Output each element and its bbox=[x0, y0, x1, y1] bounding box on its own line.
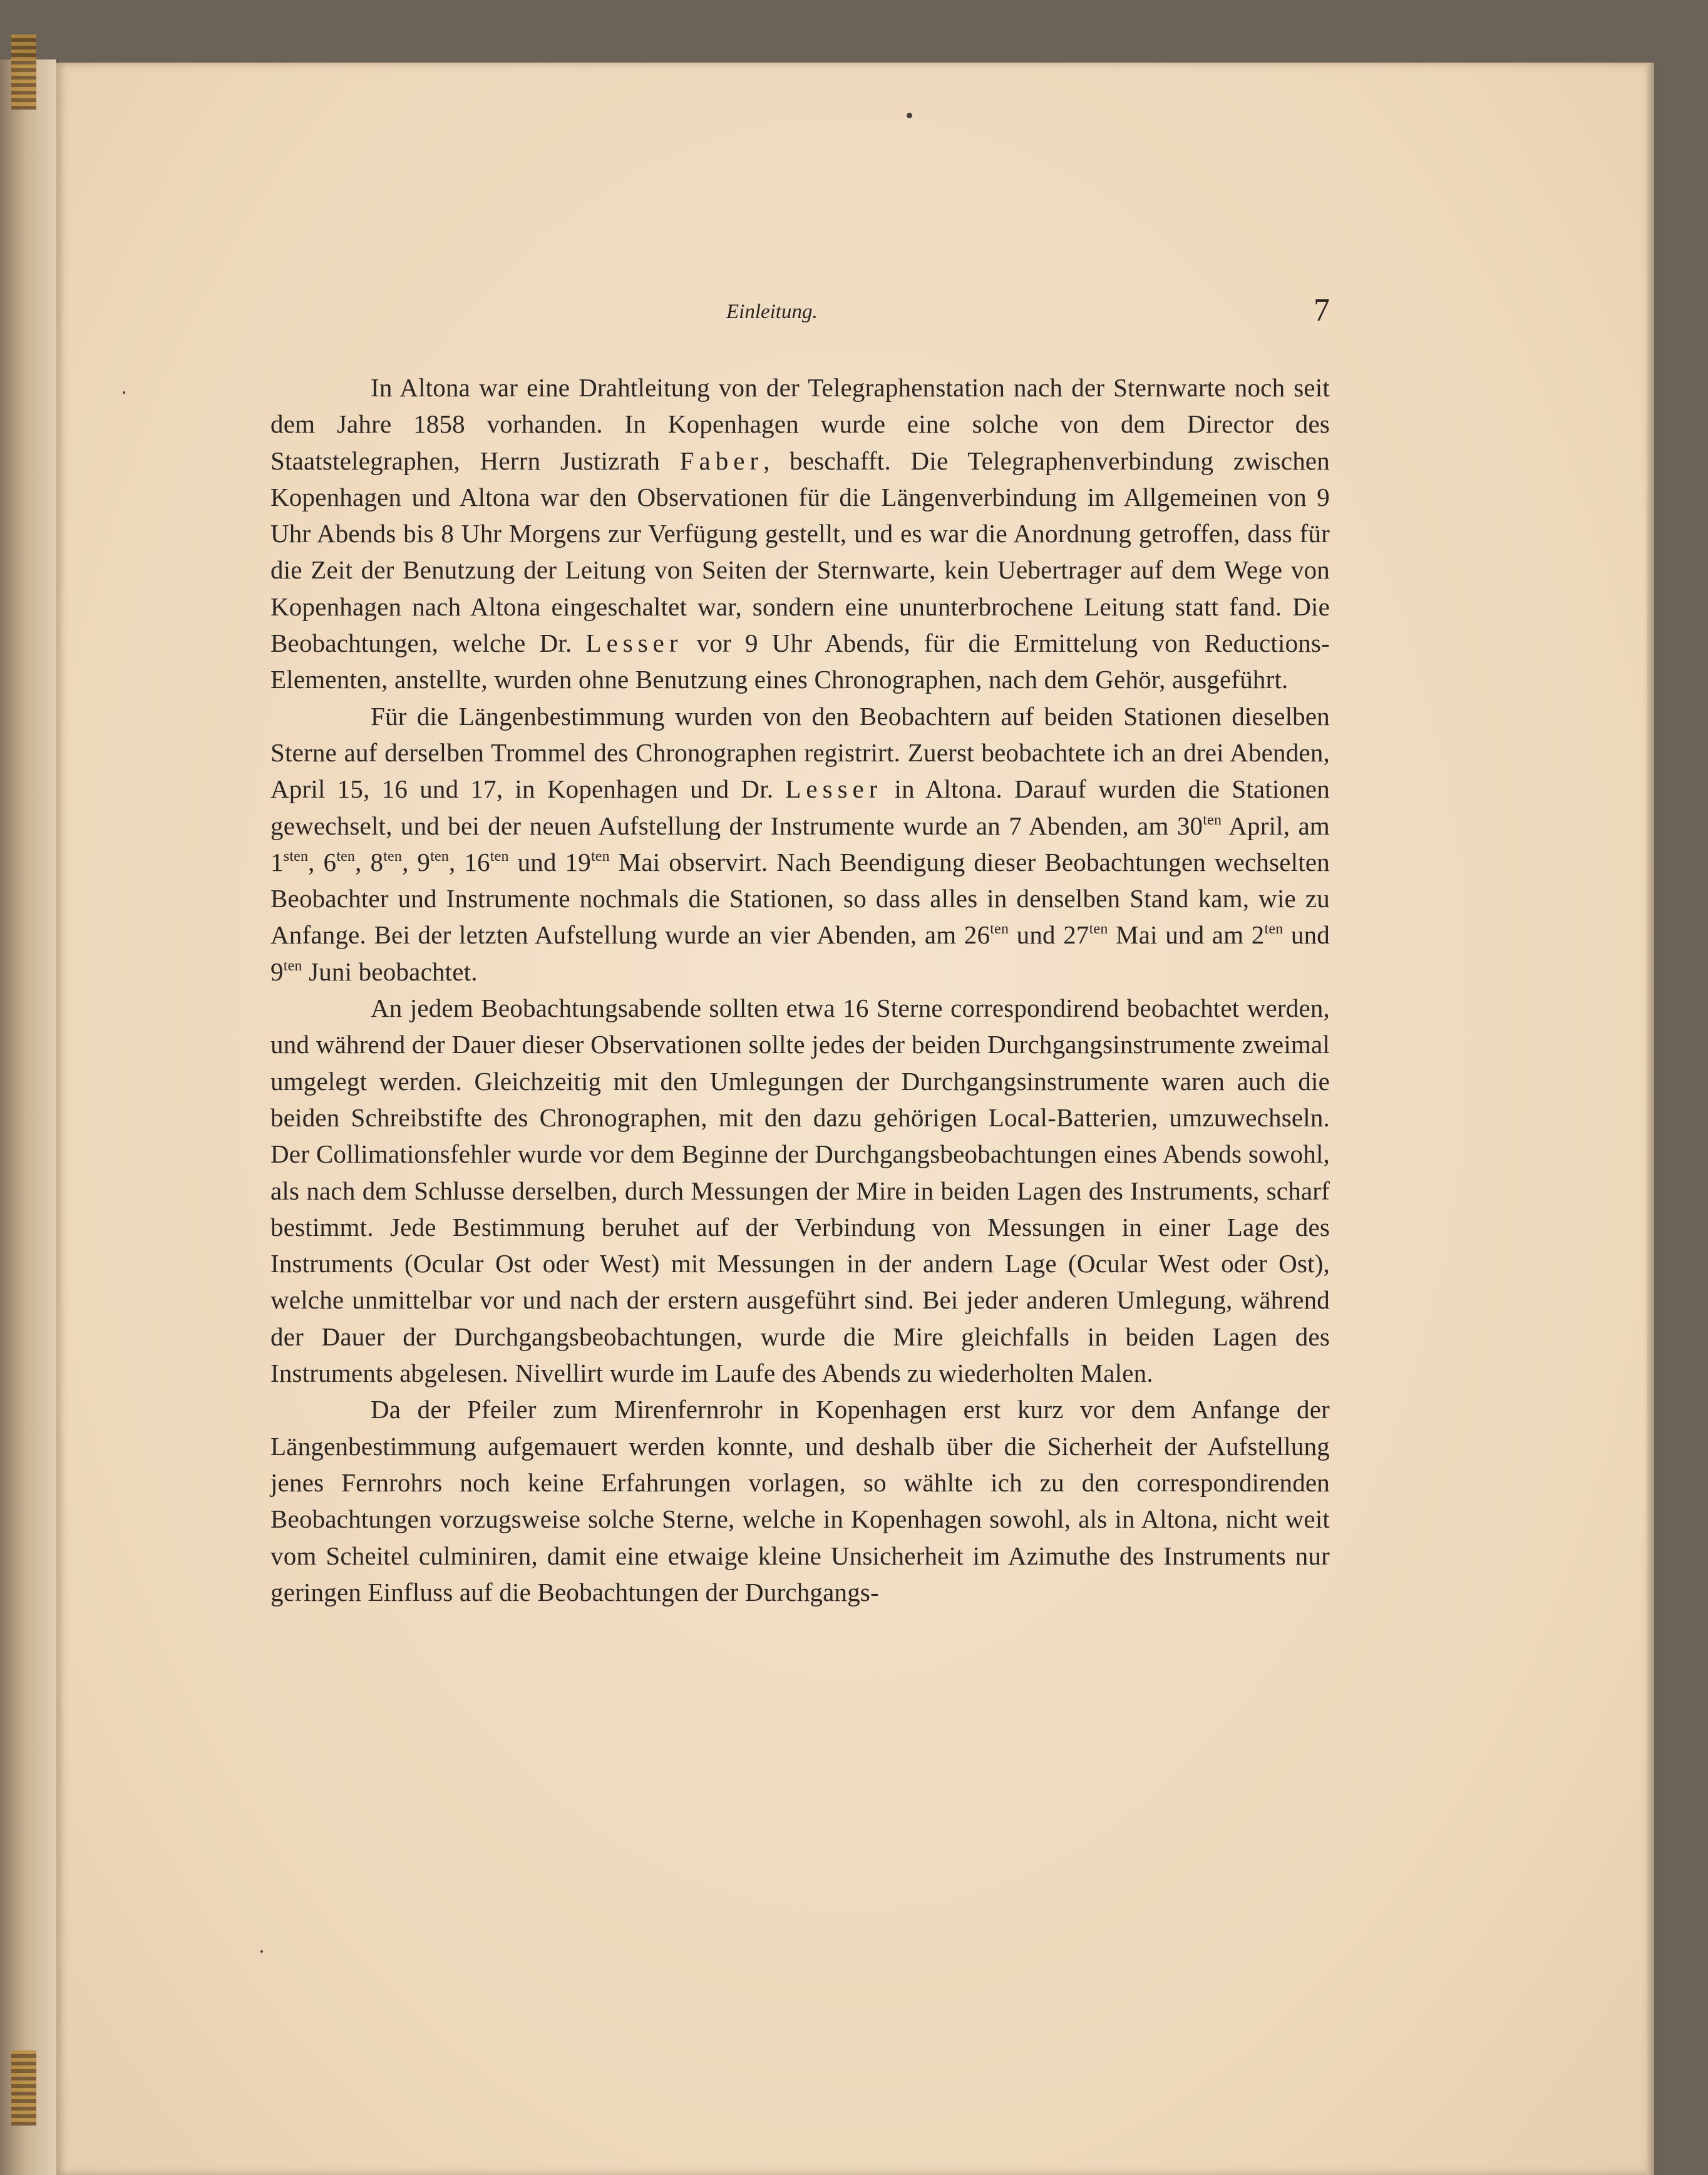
spaced-name: Lesser bbox=[585, 629, 683, 658]
text-run: und 27 bbox=[1009, 920, 1089, 950]
text-run: , 16 bbox=[449, 847, 490, 877]
superscript: ten bbox=[1089, 921, 1108, 938]
running-head bbox=[0, 238, 1708, 328]
text-run: Mai observirt. Nach Beendigung dieser Beobachtungen wechselten Beobachter und Instrumente nochmals die Stationen, so dass alles in denselben Stand kam, wie zu Anfange. Bei der letzten Aufstellung wurde an vier Abenden, am 26 bbox=[270, 847, 1330, 950]
running-title: Einleitung. bbox=[726, 301, 818, 323]
text-run: Da der Pfeiler zum Mirenfernrohr in Kopenhagen erst kurz vor dem Anfange der Längenbestimmung aufgemauert werden konnte, und deshalb über die Sicherheit der Aufstellung jenes Fernrohrs noch keine Erfahrungen vorlagen, so wählte ich zu den correspondirenden Beobachtungen vorzugsweise solche Sterne, welche in Kopenhagen sowohl, als in Altona, nicht weit vom Scheitel culminiren, damit eine etwaige kleine Unsicherheit im Azimuthe des Instruments nur geringen Einfluss auf die Beobachtungen der Durchgangs- bbox=[270, 1395, 1330, 1607]
text-run: In Altona war eine Drahtleitung von der Telegraphenstation nach der Sternwarte noch seit dem Jahre 1858 vorhanden. In Kopenhagen wurde eine solche von dem Director des Staatstelegraphen, Herrn Justizrath bbox=[270, 373, 1330, 475]
paper-speck bbox=[260, 1950, 263, 1953]
superscript: ten bbox=[283, 957, 302, 974]
superscript: ten bbox=[990, 921, 1009, 938]
text-run: , beschafft. Die Telegraphenverbindung zwischen Kopenhagen und Altona war den Observationen für die Längenverbindung im Allgemeinen von 9 Uhr Abends bis 8 Uhr Morgens zur Verfügung gestellt, und es war die Anordnung getroffen, dass für die Zeit der Benutzung der Leitung von Seiten der Sternwarte, kein Uebertrager auf dem Wege von Kopenhagen nach Altona eingeschaltet war, sondern eine ununterbrochene Leitung statt fand. Die Beobachtungen, welche Dr. bbox=[270, 446, 1330, 658]
superscript: ten bbox=[1264, 921, 1284, 938]
paragraph bbox=[270, 1391, 1330, 1610]
text-run: April, am 1 bbox=[270, 811, 1330, 877]
text-run: Für die Längenbestimmung wurden von den Beobachtern auf beiden Stationen dieselben Sterne auf derselben Trommel des Chronographen registrirt. Zuerst beobachtete ich an drei Abenden, April 15, 16 und 17, in Kopenhagen und Dr. bbox=[270, 701, 1330, 804]
text-run: und 19 bbox=[508, 847, 591, 877]
paper-speck bbox=[907, 113, 912, 118]
text-run: Mai und am 2 bbox=[1108, 920, 1265, 950]
spaced-name: Lesser bbox=[785, 774, 883, 804]
text-run: Juni beobachtet. bbox=[302, 957, 478, 986]
superscript: ten bbox=[383, 848, 403, 865]
superscript: ten bbox=[1203, 811, 1222, 828]
text-run: An jedem Beobachtungsabende sollten etwa 16 Sterne correspondirend beobachtet werden, und während der Dauer dieser Observationen sollte jedes der beiden Durchgangsinstrumente zweimal umgelegt werden. Gleichzeitig mit den Umlegungen der Durchgangsinstrumente waren auch die beiden Schreibstifte des Chronographen, mit den dazu gehörigen Local-Batterien, umzuwechseln. Der Collimationsfehler wurde vor dem Beginne der Durchgangsbeobachtungen eines Abends sowohl, als nach dem Schlusse derselben, durch Messungen der Mire in beiden Lagen des Instruments, scharf bestimmt. Jede Bestimmung beruhet auf der Verbindung von Messungen in einer Lage des Instruments (Ocular Ost oder West) mit Messungen in der andern Lage (Ocular West oder Ost), welche unmittelbar vor und nach der erstern ausgeführt sind. Bei jeder anderen Umlegung, während der Dauer der Durchgangsbeobachtungen, wurde die Mire gleichfalls in beiden Lagen des Instruments abgelesen. Nivellirt wurde im Laufe des Abends zu wiederholten Malen. bbox=[270, 994, 1330, 1388]
text-run: und 9 bbox=[270, 920, 1330, 986]
text-run: , 9 bbox=[402, 847, 431, 877]
paragraph bbox=[270, 698, 1330, 990]
superscript: ten bbox=[430, 848, 450, 865]
paper-speck bbox=[123, 391, 125, 394]
superscript: ten bbox=[590, 848, 610, 865]
page-number: 7 bbox=[1314, 292, 1330, 328]
paragraph bbox=[270, 990, 1330, 1391]
page-edge-shadow bbox=[1647, 63, 1654, 2175]
text-run: vor 9 Uhr Abends, für die Ermittelung von Reductions-Elementen, anstellte, wurden ohne Benutzung eines Chronographen, nach dem Gehör, ausgeführt. bbox=[270, 629, 1330, 694]
binding-thread bbox=[11, 2050, 36, 2126]
superscript: sten bbox=[283, 848, 309, 865]
text-run: , 6 bbox=[308, 847, 337, 877]
binding-thread bbox=[11, 34, 36, 110]
superscript: ten bbox=[490, 848, 509, 865]
body-text bbox=[270, 369, 1330, 1610]
spaced-name: Faber bbox=[679, 446, 764, 475]
paragraph bbox=[270, 369, 1330, 698]
text-run: , 8 bbox=[355, 847, 384, 877]
facing-page-edge bbox=[0, 59, 58, 2175]
text-run: in Altona. Darauf wurden die Stationen gewechselt, und bei der neuen Aufstellung der Instrumente wurde an 7 Abenden, am 30 bbox=[270, 774, 1330, 840]
superscript: ten bbox=[336, 848, 356, 865]
